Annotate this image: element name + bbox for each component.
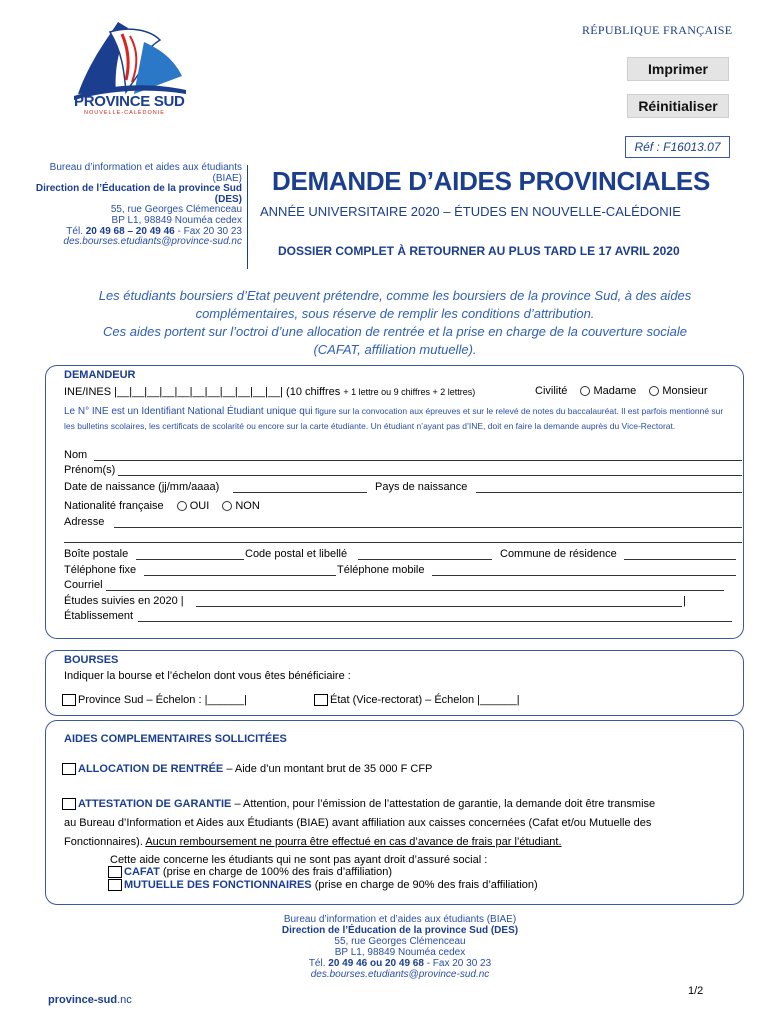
footer-tel-prefix: Tél. xyxy=(308,958,326,969)
tel-fixe-label: Téléphone fixe xyxy=(64,564,137,576)
naissance-field[interactable] xyxy=(233,492,367,493)
office-bold-line: Direction de l’Éducation de la province Sud xyxy=(35,183,242,195)
tel-mobile-field[interactable] xyxy=(432,575,736,576)
bourse-ps-option[interactable] xyxy=(62,694,247,706)
footer-bold-line: Direction de l’Éducation de la province Sud (DES) xyxy=(281,925,519,936)
madame-label: Madame xyxy=(593,385,637,397)
etudes-label: Études suivies en 2020 | xyxy=(64,595,184,607)
ine-hint: + 1 lettre ou 9 chiffres + 2 lettres) xyxy=(343,387,476,397)
cp-field[interactable] xyxy=(358,559,492,560)
footer-email[interactable]: des.bourses.etudiants@province-sud.nc xyxy=(310,969,490,980)
cafat-desc: (prise en charge de 100% des frais d’affiliation) xyxy=(162,866,393,878)
checkbox[interactable] xyxy=(62,798,76,810)
province-sud-logo xyxy=(70,20,190,120)
logo-text: PROVINCE SUD xyxy=(74,93,185,110)
civilite-group xyxy=(535,385,708,397)
commune-field[interactable] xyxy=(624,559,736,560)
intro-line: Ces aides portent sur l’octroi d’une allocation de rentrée et la prise en charge de la couverture sociale xyxy=(103,324,687,339)
footer-line xyxy=(180,925,620,936)
intro-line: (CAFAT, affiliation mutuelle). xyxy=(313,342,477,357)
etudes-end-bar: | xyxy=(683,595,686,607)
checkbox[interactable] xyxy=(62,763,76,775)
footer-address xyxy=(180,914,620,980)
tel-numbers: 20 49 68 – 20 49 46 xyxy=(85,225,175,237)
ine-note xyxy=(64,404,724,433)
logo-subtext: NOUVELLE-CALÉDONIE xyxy=(84,110,165,116)
bourses-section xyxy=(45,650,744,716)
pays-field[interactable] xyxy=(476,492,742,493)
allocation-label: ALLOCATION DE RENTRÉE xyxy=(78,763,224,775)
attestation-option[interactable] xyxy=(62,798,655,810)
prenom-label: Prénom(s) xyxy=(64,464,116,476)
intro-text xyxy=(40,287,750,359)
office-info xyxy=(20,163,242,248)
office-line: 55, rue Georges Clémenceau xyxy=(110,204,242,216)
page-title: DEMANDE D’AIDES PROVINCIALES xyxy=(272,166,710,196)
intro-line: Les étudiants boursiers d’Etat peuvent prétendre, comme les boursiers de la province Sud, à des aides xyxy=(98,288,692,303)
non-radio[interactable] xyxy=(222,501,232,511)
allocation-desc: – Aide d’un montant brut de 35 000 F CFP xyxy=(226,763,433,775)
reset-button[interactable]: Réinitialiser xyxy=(627,94,729,118)
ine-note-a: Le N° INE est un Identifiant National Étudiant unique qui xyxy=(64,406,313,417)
footer-line: BP L1, 98849 Nouméa cedex xyxy=(334,947,466,958)
remboursement-warning: Aucun remboursement ne pourra être effectué en cas d’avance de frais par l’étudiant. xyxy=(145,836,562,848)
logo-emblem xyxy=(70,20,190,100)
republique-label: RÉPUBLIQUE FRANÇAISE xyxy=(582,23,733,37)
allocation-option[interactable] xyxy=(62,763,432,775)
mutuelle-desc: (prise en charge de 90% des frais d’affiliation) xyxy=(314,879,538,891)
attestation-desc-3 xyxy=(64,836,562,848)
mutuelle-option[interactable] xyxy=(108,879,538,891)
office-email[interactable]: des.bourses.etudiants@province-sud.nc xyxy=(63,236,242,248)
page-subtitle: ANNÉE UNIVERSITAIRE 2020 – ÉTUDES EN NOUVELLE-CALÉDONIE xyxy=(260,204,681,219)
civilite-label: Civilité xyxy=(535,385,568,397)
ine-note-d: auprès du Vice-Rectorat. xyxy=(581,421,676,431)
bourse-ps-label: Province Sud – Échelon : |______| xyxy=(78,694,247,706)
etudes-field[interactable] xyxy=(196,606,682,607)
footer-tel-numbers: 20 49 46 ou 20 49 68 xyxy=(328,958,424,969)
attestation-label: ATTESTATION DE GARANTIE xyxy=(78,798,232,810)
cafat-option[interactable] xyxy=(108,866,392,878)
footer-phone xyxy=(180,958,620,969)
demandeur-title: DEMANDEUR xyxy=(64,369,136,381)
naissance-label: Date de naissance (jj/mm/aaaa) xyxy=(64,481,220,493)
print-button[interactable]: Imprimer xyxy=(627,57,729,81)
office-line: (BIAE) xyxy=(212,172,242,184)
courriel-label: Courriel xyxy=(64,579,103,591)
office-line: BP L1, 98849 Nouméa cedex xyxy=(111,214,242,226)
footer-line: Bureau d’information et d’aides aux étudiants (BIAE) xyxy=(283,914,517,925)
checkbox[interactable] xyxy=(314,694,328,706)
reference-badge: Réf : F16013.07 xyxy=(625,136,730,158)
checkbox[interactable] xyxy=(108,866,122,878)
prenom-field[interactable] xyxy=(118,475,742,476)
nationalite-group xyxy=(64,500,260,512)
nom-field[interactable] xyxy=(94,460,742,461)
concerne-text: Cette aide concerne les étudiants qui ne sont pas ayant droit d’assuré social : xyxy=(110,854,488,866)
office-line: Bureau d’information et aides aux étudiants xyxy=(49,162,242,173)
checkbox[interactable] xyxy=(62,694,76,706)
bourses-title: BOURSES xyxy=(64,654,119,666)
nationalite-label: Nationalité française xyxy=(64,500,164,512)
footer-fax: - Fax 20 30 23 xyxy=(426,958,492,969)
etablissement-label: Établissement xyxy=(64,610,134,622)
nom-label: Nom xyxy=(64,449,88,461)
bourse-etat-label: État (Vice-rectorat) – Échelon |______| xyxy=(330,694,520,706)
adresse-field[interactable] xyxy=(114,527,742,528)
site-link[interactable] xyxy=(48,994,132,1006)
adresse-label: Adresse xyxy=(64,516,105,528)
site-suffix: .nc xyxy=(117,994,132,1006)
intro-line: complémentaires, sous réserve de remplir les conditions d’attribution. xyxy=(195,306,595,321)
cafat-label: CAFAT xyxy=(124,866,160,878)
etablissement-field[interactable] xyxy=(138,621,732,622)
pays-label: Pays de naissance xyxy=(375,481,468,493)
courriel-field[interactable] xyxy=(106,590,724,591)
cp-label: Code postal et libellé xyxy=(245,548,348,560)
header-divider xyxy=(247,165,248,269)
oui-label: OUI xyxy=(189,500,210,512)
tel-fixe-field[interactable] xyxy=(144,575,336,576)
ine-field[interactable] xyxy=(64,386,475,398)
non-label: NON xyxy=(235,500,260,512)
aides-title: AIDES COMPLEMENTAIRES SOLLICITÉES xyxy=(64,733,287,745)
checkbox[interactable] xyxy=(108,879,122,891)
fonctionnaires-text: Fonctionnaires). xyxy=(64,836,143,848)
boite-label: Boîte postale xyxy=(64,548,129,560)
ine-label: INE/INES |__|__|__|__|__|__|__|__|__|__|__| (10 chiffres xyxy=(64,386,341,398)
tel-mobile-label: Téléphone mobile xyxy=(337,564,425,576)
page-number: 1/2 xyxy=(688,985,704,997)
mutuelle-label: MUTUELLE DES FONCTIONNAIRES xyxy=(124,879,312,891)
ine-note-c: mentionné sur les bulletins scolaires, les certificats de scolarité ou encore sur la carte étudiante. Un étudiant n’ayant pas d’INE, doit en faire la demande xyxy=(64,406,724,431)
deadline-notice: DOSSIER COMPLET À RETOURNER AU PLUS TARD LE 17 AVRIL 2020 xyxy=(278,244,680,258)
monsieur-radio[interactable] xyxy=(649,386,659,396)
tel-fax: - Fax 20 30 23 xyxy=(177,225,242,237)
ine-note-b: figure sur la convocation aux épreuves et sur le relevé de notes du baccalauréat. Il est parfois xyxy=(314,406,667,416)
oui-radio[interactable] xyxy=(177,501,187,511)
monsieur-label: Monsieur xyxy=(662,385,708,397)
office-bold-line: (DES) xyxy=(214,193,242,205)
adresse-field-2[interactable] xyxy=(64,542,742,543)
boite-field[interactable] xyxy=(136,559,244,560)
bourses-instruction: Indiquer la bourse et l’échelon dont vous êtes bénéficiaire : xyxy=(64,670,351,682)
tel-prefix: Tél. xyxy=(66,225,83,237)
office-line xyxy=(20,184,242,195)
footer-line: 55, rue Georges Clémenceau xyxy=(334,936,466,947)
attestation-desc-1: – Attention, pour l’émission de l’attestation de garantie, la demande doit être transmise xyxy=(234,798,656,810)
attestation-desc-2: au Bureau d’Information et Aides aux Étudiants (BIAE) avant affiliation aux caisses concernées (Cafat et/ou Mutuelle des xyxy=(64,817,652,829)
commune-label: Commune de résidence xyxy=(500,548,617,560)
madame-radio[interactable] xyxy=(580,386,590,396)
bourse-etat-option[interactable] xyxy=(314,694,520,706)
site-bold: province-sud xyxy=(48,994,118,1006)
